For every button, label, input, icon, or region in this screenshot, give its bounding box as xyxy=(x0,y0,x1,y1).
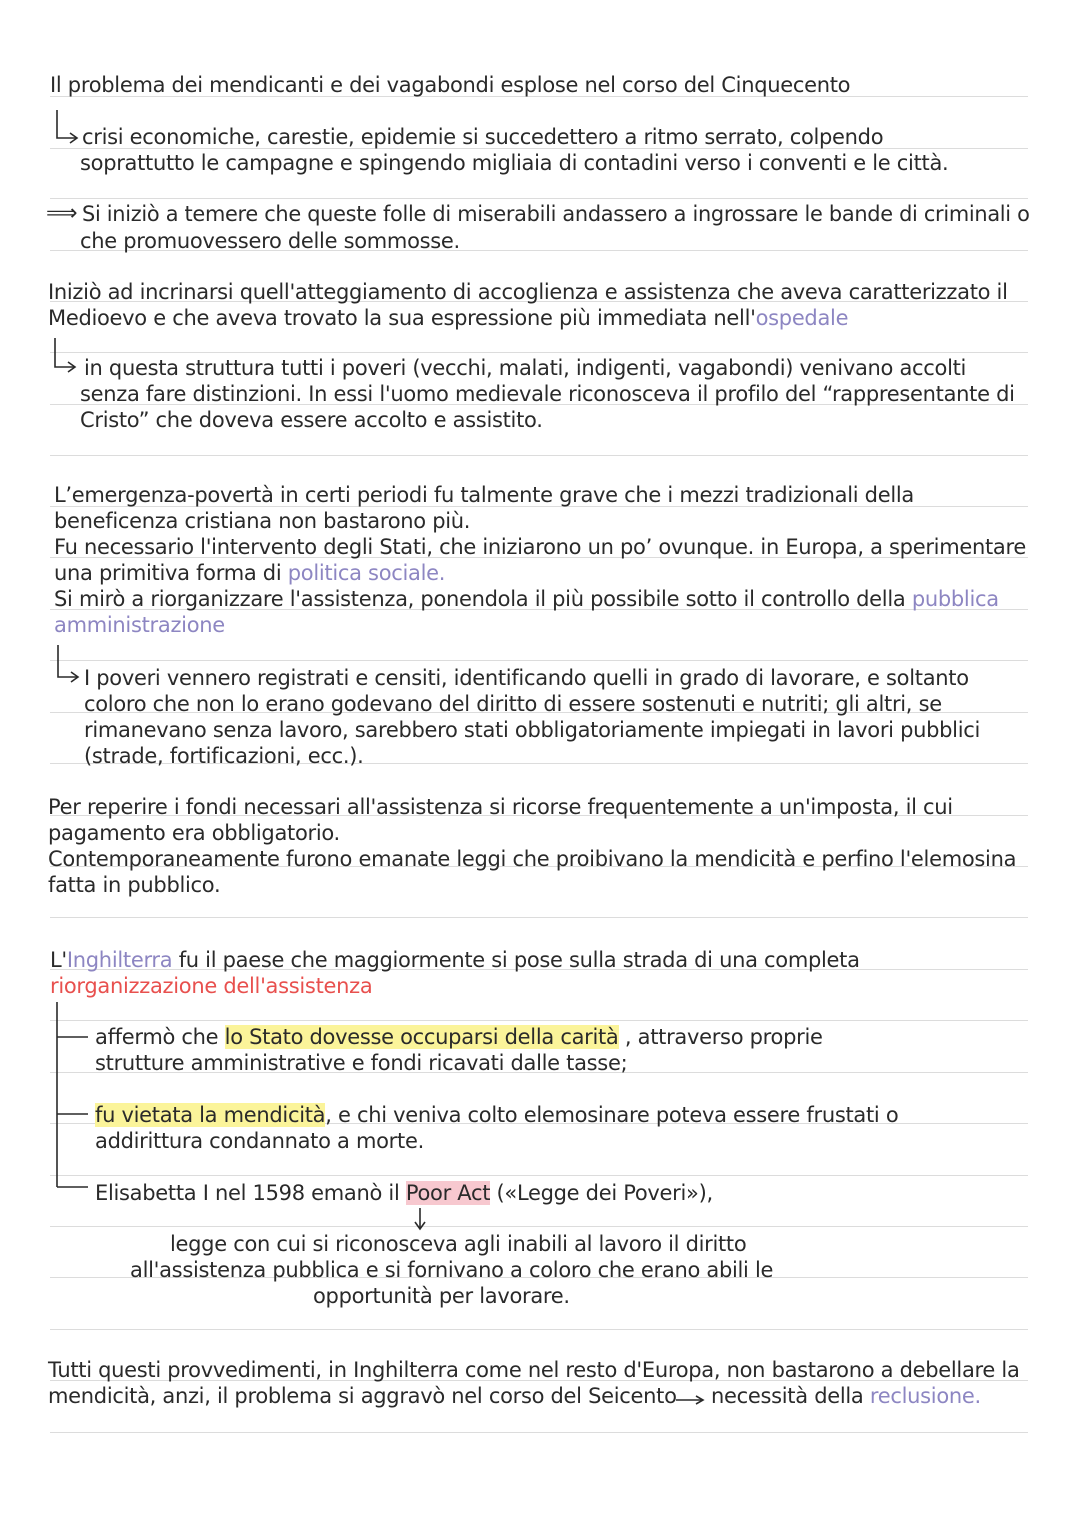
keyword-inghilterra: Inghilterra xyxy=(66,948,173,972)
text-line: strutture amministrative e fondi ricavati dalle tasse; xyxy=(95,1051,628,1075)
text-line: Contemporaneamente furono emanate leggi che proibivano la mendicità e perfino l'elemosina xyxy=(48,847,1017,871)
keyword-pubblica: pubblica xyxy=(911,587,999,611)
text-line xyxy=(95,1024,823,1050)
text-line xyxy=(711,1383,981,1409)
text-line xyxy=(54,586,999,612)
text-line: in questa struttura tutti i poveri (vecchi, malati, indigenti, vagabondi) venivano accolti xyxy=(84,356,967,380)
text-line xyxy=(50,947,860,973)
text-span: («Legge dei Poveri»), xyxy=(490,1181,713,1205)
text-line: rimanevano senza lavoro, sarebbero stati obbligatoriamente impiegati in lavori pubblici xyxy=(84,718,981,742)
text-line xyxy=(95,1102,898,1128)
text-line: pagamento era obbligatorio. xyxy=(48,821,340,845)
keyword-amministrazione: amministrazione xyxy=(54,613,225,637)
text-line: L’emergenza-povertà in certi periodi fu talmente grave che i mezzi tradizionali della xyxy=(54,483,914,507)
text-line: beneficenza cristiana non bastarono più. xyxy=(54,509,471,533)
text-span: . xyxy=(974,1384,981,1408)
text-line: soprattutto le campagne e spingendo migliaia di contadini verso i conventi e le città. xyxy=(80,151,949,175)
double-arrow-icon: ⟹ xyxy=(46,201,78,226)
text-line: Cristo” che doveva essere accolto e assistito. xyxy=(80,408,543,432)
text-line: I poveri vennero registrati e censiti, identificando quelli in grado di lavorare, e soltanto xyxy=(84,666,969,690)
hook-arrow-2 xyxy=(55,338,74,367)
text-span: . xyxy=(438,561,446,585)
text-span: Medioevo e che aveva trovato la sua espressione più immediata nell' xyxy=(48,306,756,330)
hook-arrow-1 xyxy=(57,110,76,138)
keyword-riorganizzazione: riorganizzazione dell'assistenza xyxy=(50,974,373,998)
text-line: Fu necessario l'intervento degli Stati, che iniziarono un po’ ovunque. in Europa, a sperimentare xyxy=(54,535,1026,559)
text-line xyxy=(54,560,445,586)
hook-arrow-3 xyxy=(58,645,77,677)
text-line xyxy=(48,305,848,331)
text-span: , e chi veniva colto elemosinare poteva essere frustati o xyxy=(325,1103,899,1127)
text-line: fatta in pubblico. xyxy=(48,873,221,897)
text-line xyxy=(95,1180,713,1206)
text-line: coloro che non lo erano godevano del diritto di essere sostenuti e nutriti; gli altri, se xyxy=(84,692,942,716)
text-span: necessità della xyxy=(711,1384,870,1408)
text-line: Per reperire i fondi necessari all'assistenza si ricorse frequentemente a un'imposta, il cui xyxy=(48,795,953,819)
text-span: Elisabetta I nel 1598 emanò il xyxy=(95,1181,406,1205)
keyword-reclusione: reclusione xyxy=(869,1384,975,1408)
text-span: fu il paese che maggiormente si pose sulla strada di una completa xyxy=(172,948,860,972)
text-span: affermò che xyxy=(95,1025,225,1049)
keyword-ospedale: ospedale xyxy=(755,306,849,330)
text-line: mendicità, anzi, il problema si aggravò nel corso del Seicento xyxy=(48,1384,677,1408)
highlight-mendicita: fu vietata la mendicità xyxy=(95,1103,326,1127)
text-line: Si iniziò a temere che queste folle di miserabili andassero a ingrossare le bande di criminali o xyxy=(82,202,1030,226)
text-line: Il problema dei mendicanti e dei vagabondi esplose nel corso del Cinquecento xyxy=(50,73,851,97)
text-line: opportunità per lavorare. xyxy=(313,1284,570,1308)
text-line: senza fare distinzioni. In essi l'uomo medievale riconosceva il profilo del “rappresentante di xyxy=(80,382,1015,406)
text-line: (strade, fortificazioni, ecc.). xyxy=(84,744,364,768)
text-line: crisi economiche, carestie, epidemie si succedettero a ritmo serrato, colpendo xyxy=(82,125,884,149)
text-span: una primitiva forma di xyxy=(54,561,288,585)
text-line: addirittura condannato a morte. xyxy=(95,1129,424,1153)
keyword-politica-sociale: politica sociale xyxy=(287,561,439,585)
text-line: Iniziò ad incrinarsi quell'atteggiamento di accoglienza e assistenza che aveva caratterizzato il xyxy=(48,280,1008,304)
highlight-stato-carita: lo Stato dovesse occuparsi della carità xyxy=(224,1025,619,1049)
highlight-poor-act: Poor Act xyxy=(405,1181,491,1205)
text-span: Si mirò a riorganizzare l'assistenza, ponendola il più possibile sotto il controllo della xyxy=(54,587,912,611)
text-line: legge con cui si riconosceva agli inabili al lavoro il diritto xyxy=(170,1232,747,1256)
text-line: all'assistenza pubblica e si fornivano a coloro che erano abili le xyxy=(130,1258,774,1282)
text-line: che promuovessero delle sommosse. xyxy=(80,229,460,253)
text-span: L' xyxy=(50,948,67,972)
text-span: , attraverso proprie xyxy=(618,1025,823,1049)
text-line: Tutti questi provvedimenti, in Inghilterra come nel resto d'Europa, non bastarono a debellare la xyxy=(48,1358,1020,1382)
